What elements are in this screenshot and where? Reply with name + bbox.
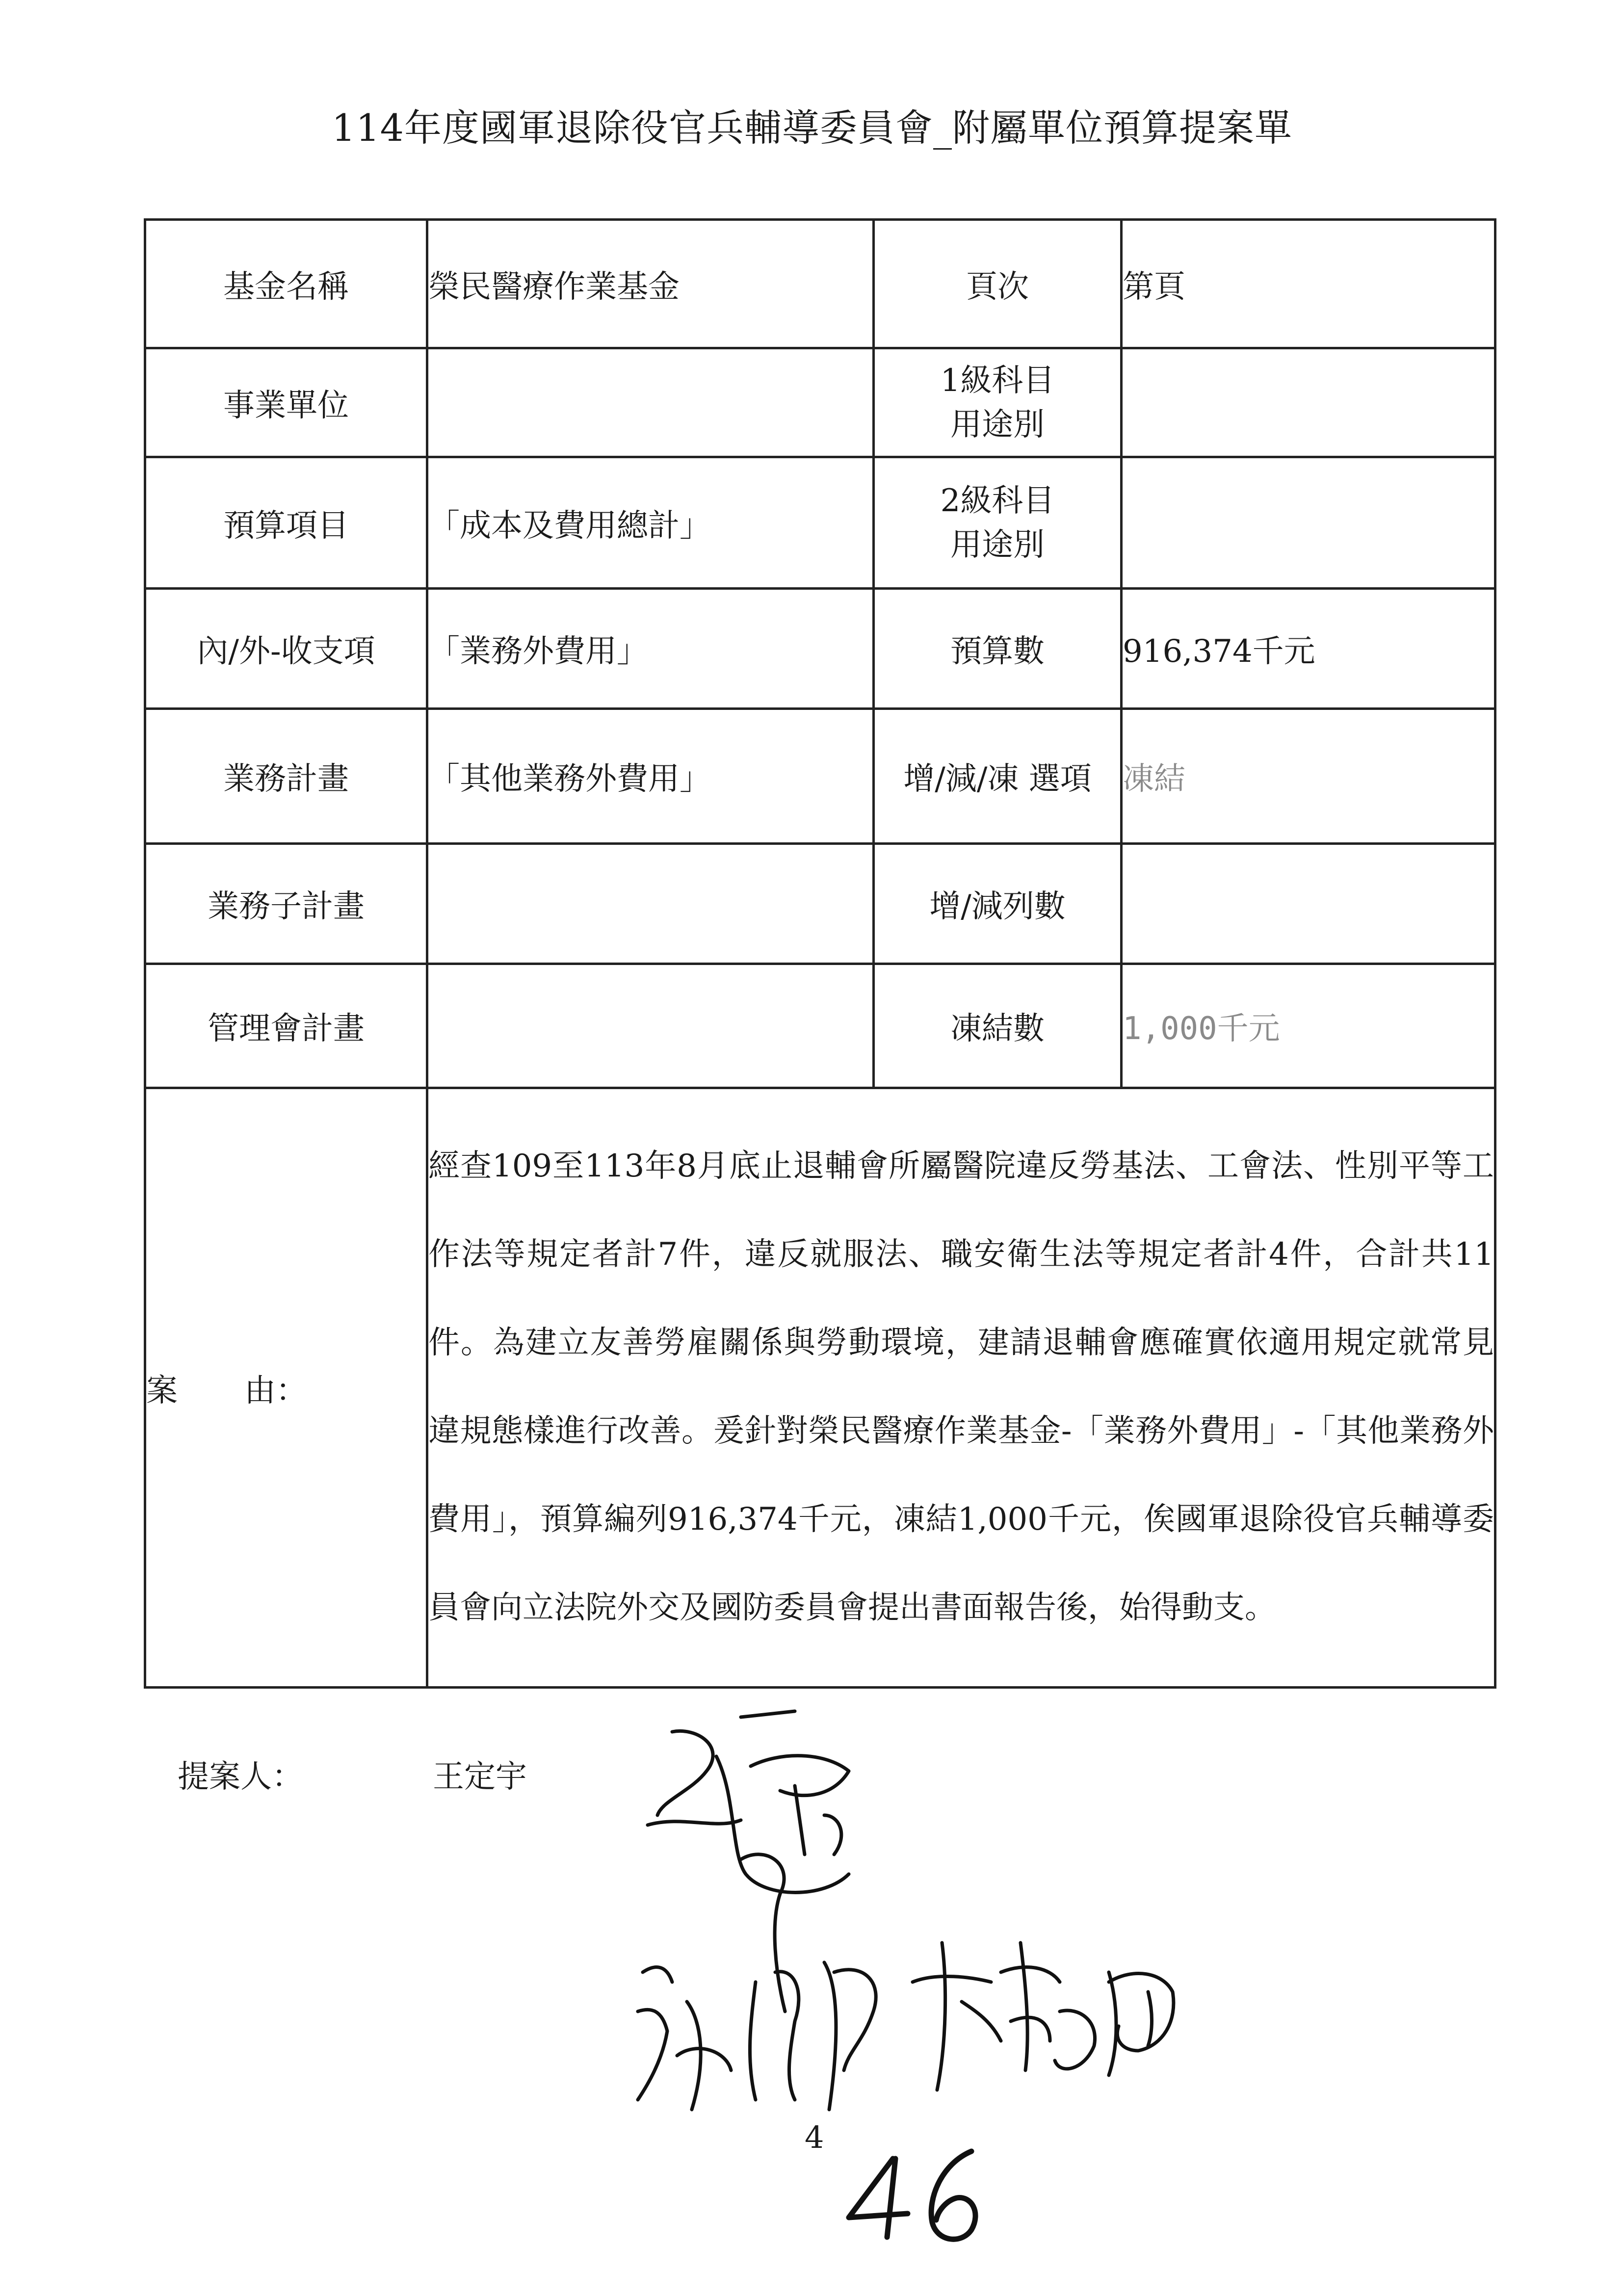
table-row (145, 348, 1495, 457)
frozen-amount-value: 1,000千元 (1122, 964, 1495, 1088)
table-row (145, 589, 1495, 709)
income-expense-item-label: 內/外-收支項 (145, 589, 427, 709)
budget-amount-label: 預算數 (874, 589, 1122, 709)
business-unit-value (427, 348, 874, 457)
handwritten-number-6 (931, 2151, 975, 2239)
management-plan-label: 管理會計畫 (145, 964, 427, 1088)
signature-2 (638, 1962, 876, 2110)
table-row (145, 220, 1495, 348)
table-row (145, 844, 1495, 964)
business-unit-label: 事業單位 (145, 348, 427, 457)
business-subplan-value (427, 844, 874, 964)
budget-item-value: 「成本及費用總計」 (427, 457, 874, 589)
fund-name-value: 榮民醫療作業基金 (427, 220, 874, 348)
level2-account-value (1122, 457, 1495, 589)
signature-1 (648, 1711, 849, 2011)
adjust-option-value: 凍結 (1122, 709, 1495, 844)
budget-amount-value: 916,374千元 (1122, 589, 1495, 709)
table-row (145, 457, 1495, 589)
page-number: 4 (805, 2119, 824, 2155)
business-plan-value: 「其他業務外費用」 (427, 709, 874, 844)
reason-label: 案 由： (145, 1088, 427, 1688)
handwritten-signatures (618, 1668, 1403, 2257)
level1-account-value (1122, 348, 1495, 457)
table-row (145, 1088, 1495, 1688)
proposer-label: 提案人： (178, 1759, 303, 1795)
page-ref-value: 第頁 (1122, 220, 1495, 348)
income-expense-item-value: 「業務外費用」 (427, 589, 874, 709)
document-title: 114年度國軍退除役官兵輔導委員會_附屬單位預算提案單 (331, 106, 1293, 150)
proposer-name: 王定宇 (433, 1759, 527, 1795)
level2-account-label: 2級科目 用途別 (874, 457, 1122, 589)
level1-account-label: 1級科目 用途別 (874, 348, 1122, 457)
reason-text: 經查109至113年8月底止退輔會所屬醫院違反勞基法、工會法、性別平等工作法等規定者計7件，違反就服法、職安衛生法等規定者計4件，合計共11件。為建立友善勞雇關係與勞動環境，建請退輔會應確實依適用規定就常見違規態樣進行改善。爰針對榮民醫療作業基金-「業務外費用」-「其他業務外費用」，預算編列916,374千元，凍結1,000千元，俟國軍退除役官兵輔導委員會向立法院外交及國防委員會提出書面報告後，始得動支。 (428, 1148, 1494, 1626)
frozen-amount-label: 凍結數 (874, 964, 1122, 1088)
business-subplan-label: 業務子計畫 (145, 844, 427, 964)
page-ref-label: 頁次 (874, 220, 1122, 348)
adjust-amount-label: 增/減列數 (874, 844, 1122, 964)
adjust-amount-value (1122, 844, 1495, 964)
proposal-form-table (144, 218, 1496, 1689)
adjust-option-label: 增/減/凍 選項 (874, 709, 1122, 844)
management-plan-value (427, 964, 874, 1088)
business-plan-label: 業務計畫 (145, 709, 427, 844)
table-row (145, 964, 1495, 1088)
reason-text-cell (427, 1088, 1495, 1688)
table-row (145, 709, 1495, 844)
fund-name-label: 基金名稱 (145, 220, 427, 348)
budget-item-label: 預算項目 (145, 457, 427, 589)
signature-3 (913, 1943, 1174, 2090)
handwritten-number-4 (849, 2159, 908, 2237)
